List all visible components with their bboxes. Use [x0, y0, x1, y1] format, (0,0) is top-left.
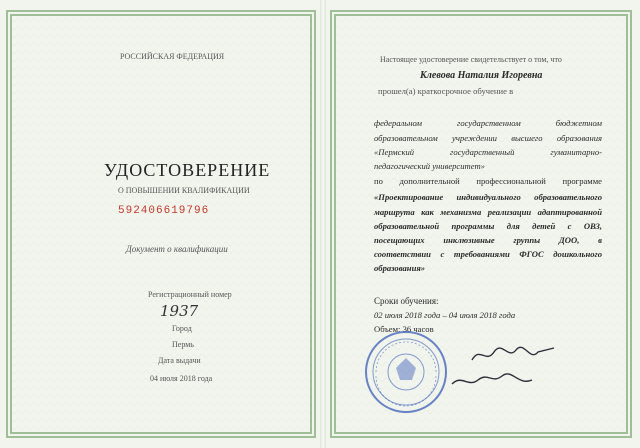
institution-line-2: образовательном учреждении высшего образования [374, 133, 602, 143]
program-line-2: маршрута как механизма реализации адаптированной [374, 207, 602, 217]
program-intro: по дополнительной профессиональной программе [374, 176, 602, 186]
institution-line-4: педагогический университет» [374, 161, 485, 171]
volume-label: Объем: 36 часов [374, 324, 434, 334]
registration-label: Регистрационный номер [148, 290, 232, 299]
program-line-1: «Проектирование индивидуального образовательного [374, 192, 602, 202]
program-line-4: посещающих инклюзивные группы ДОО, в [374, 235, 602, 245]
registration-number: 1937 [160, 302, 199, 320]
term-label: Сроки обучения: [374, 296, 439, 306]
person-name: Клевова Наталия Игоревна [420, 70, 543, 81]
program-line-5: соответствии с требованиями ФГОС дошкольного [374, 249, 602, 259]
serial-number: 592406619796 [118, 205, 210, 217]
document-subtitle: О ПОВЫШЕНИИ КВАЛИФИКАЦИИ [118, 186, 250, 195]
page-fold [320, 0, 326, 448]
document-type: Документ о квалификации [126, 244, 228, 254]
institution-line-3: «Пермский государственный гуманитарно- [374, 147, 602, 157]
document-title: УДОСТОВЕРЕНИЕ [104, 160, 271, 180]
city-value: Пермь [172, 340, 194, 349]
issue-date-label: Дата выдачи [158, 356, 201, 365]
term-value: 02 июля 2018 года – 04 июля 2018 года [374, 310, 516, 320]
city-label: Город [172, 324, 192, 333]
institution-line-1: федеральном государственном бюджетном [374, 118, 602, 128]
program-line-6: образования» [374, 263, 426, 273]
program-line-3: образовательной программы для детей с ОВЗ, [374, 221, 602, 231]
signature-icon-2 [448, 366, 538, 394]
official-seal-icon [362, 328, 450, 416]
completed-text: прошел(а) краткосрочное обучение в [378, 86, 514, 96]
intro-text: Настоящее удостоверение свидетельствует о том, что [380, 55, 562, 64]
issue-date-value: 04 июля 2018 года [150, 374, 213, 383]
country-label: РОССИЙСКАЯ ФЕДЕРАЦИЯ [120, 52, 225, 61]
